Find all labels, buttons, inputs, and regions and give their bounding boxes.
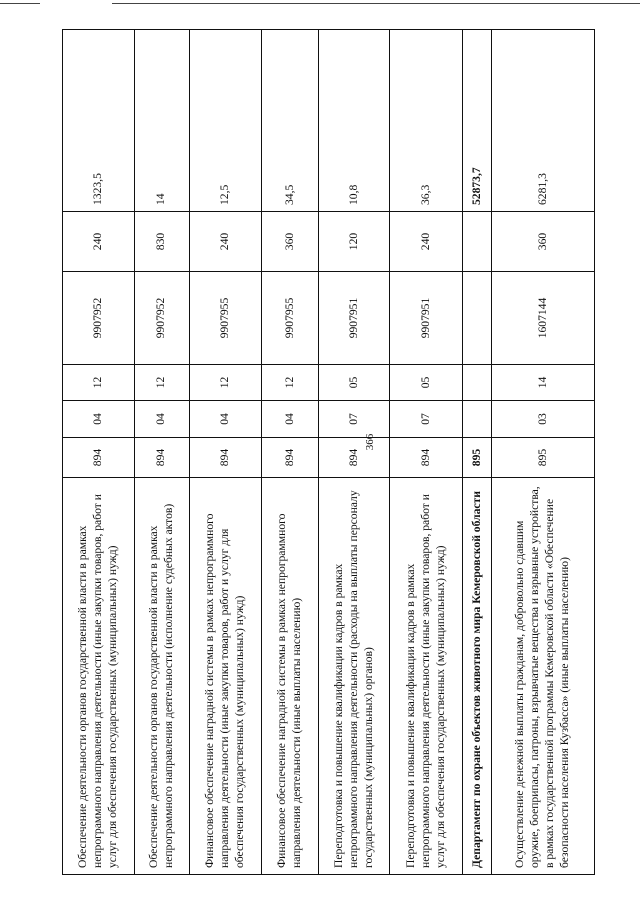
table-row: [134, 30, 189, 875]
cell-expense-type: 240: [189, 212, 262, 272]
table-row-department: [463, 30, 492, 875]
cell-description: Переподготовка и повышение квалификации кадров в рамках непрограммного направления деятельности (иные закупки товаров, работ и услуг для обеспечения государственных (муниципальных) нужд): [390, 478, 463, 875]
cell-expense-type: 240: [390, 212, 463, 272]
cell-department-code: 894: [318, 438, 390, 478]
cell-section-code: 04: [262, 401, 318, 438]
table-row: [390, 30, 463, 875]
cell-section-code: 07: [390, 401, 463, 438]
cell-section-code: 04: [63, 401, 135, 438]
cell-section-code: 03: [492, 401, 595, 438]
cell-amount: 36,3: [390, 30, 463, 212]
cell-expense-type: 360: [262, 212, 318, 272]
table-row: [492, 30, 595, 875]
cell-description: Обеспечение деятельности органов государственной власти в рамках непрограммного направления деятельности (иные закупки товаров, работ и услуг для обеспечения государственных (муниципальных) нужд): [63, 478, 135, 875]
cell-amount: 14: [134, 30, 189, 212]
cell-target-article: 9907955: [262, 272, 318, 365]
cell-section-code: [463, 401, 492, 438]
cell-description: Переподготовка и повышение квалификации кадров в рамках непрограммного направления деятельности (расходы на выплаты персоналу государственных (муниципальных) органов): [318, 478, 390, 875]
cell-description: Финансовое обеспечение наградной системы в рамках непрограммного направления деятельности (иные закупки товаров, работ и услуг для обеспечения государственных (муниципальных) нужд): [189, 478, 262, 875]
cell-description: Обеспечение деятельности органов государственной власти в рамках непрограммного направления деятельности (исполнение судебных актов): [134, 478, 189, 875]
cell-subsection-code: 05: [318, 365, 390, 401]
cell-target-article: 9907952: [134, 272, 189, 365]
cell-description: Осуществление денежной выплаты гражданам, добровольно сдавшим оружие, боеприпасы, патроны, взрывчатые вещества и взрывные устройства, в рамках государственной программы Кемеровской области «Обеспечение безопасности населения Кузбасса» (иные выплаты населению): [492, 478, 595, 875]
cell-amount: 34,5: [262, 30, 318, 212]
cell-department-code: 894: [189, 438, 262, 478]
table-row: [262, 30, 318, 875]
page-number: 366: [364, 433, 376, 451]
cell-department-code: 894: [262, 438, 318, 478]
cell-target-article: [463, 272, 492, 365]
cell-subsection-code: 12: [134, 365, 189, 401]
cell-target-article: 1607144: [492, 272, 595, 365]
cell-expense-type: 120: [318, 212, 390, 272]
cell-section-code: 04: [189, 401, 262, 438]
cell-subsection-code: 12: [262, 365, 318, 401]
cell-target-article: 9907951: [390, 272, 463, 365]
cell-expense-type: 360: [492, 212, 595, 272]
table-row: [189, 30, 262, 875]
cell-target-article: 9907952: [63, 272, 135, 365]
cell-subsection-code: 05: [390, 365, 463, 401]
cell-expense-type: 830: [134, 212, 189, 272]
cell-subsection-code: 14: [492, 365, 595, 401]
cell-department-code: 894: [134, 438, 189, 478]
cell-department-code: 894: [390, 438, 463, 478]
cell-department-code: 894: [63, 438, 135, 478]
budget-table: [62, 29, 595, 875]
table-row: [63, 30, 135, 875]
cell-amount: 1323,5: [63, 30, 135, 212]
cell-target-article: 9907955: [189, 272, 262, 365]
cell-target-article: 9907951: [318, 272, 390, 365]
table-body: [63, 30, 595, 875]
cell-description: Департамент по охране объектов животного мира Кемеровской области: [463, 478, 492, 875]
cell-subsection-code: 12: [63, 365, 135, 401]
cell-section-code: 07: [318, 401, 390, 438]
cell-expense-type: [463, 212, 492, 272]
cell-subsection-code: 12: [189, 365, 262, 401]
cell-subsection-code: [463, 365, 492, 401]
cell-expense-type: 240: [63, 212, 135, 272]
cell-department-code: 895: [492, 438, 595, 478]
cell-description: Финансовое обеспечение наградной системы в рамках непрограммного направления деятельности (иные выплаты населению): [262, 478, 318, 875]
top-rule-right: [112, 3, 640, 4]
table-row: [318, 30, 390, 875]
rotated-table-container: [62, 30, 595, 875]
top-rule-left: [0, 3, 40, 4]
cell-amount: 6281,3: [492, 30, 595, 212]
cell-department-code: 895: [463, 438, 492, 478]
cell-amount: 12,5: [189, 30, 262, 212]
cell-amount: 52873,7: [463, 30, 492, 212]
cell-amount: 10,8: [318, 30, 390, 212]
cell-section-code: 04: [134, 401, 189, 438]
